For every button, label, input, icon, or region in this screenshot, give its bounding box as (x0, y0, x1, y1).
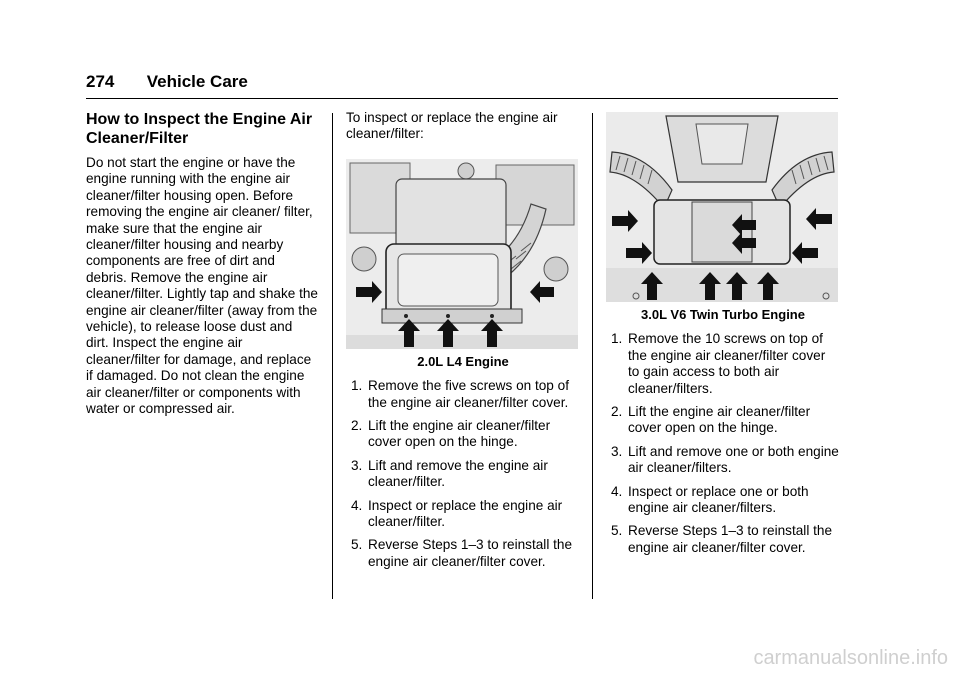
left-column (86, 110, 318, 418)
step-text: Remove the five screws on top of the engine air cleaner/filter cover. (368, 378, 569, 410)
step-number: 5. (351, 537, 363, 553)
engine-l4-drawing (346, 159, 578, 349)
step-text: Inspect or replace one or both engine air cleaner/filters. (628, 483, 809, 516)
column-divider (592, 113, 593, 599)
step-text: Inspect or replace the engine air cleaner/filter. (368, 497, 563, 530)
page-header (86, 72, 248, 92)
figure-caption: 3.0L V6 Twin Turbo Engine (641, 307, 805, 322)
step-text: Reverse Steps 1–3 to reinstall the engine air cleaner/filter cover. (368, 537, 573, 569)
step-text: Lift the engine air cleaner/filter cover open on the hinge. (628, 404, 811, 436)
intro-paragraph: Do not start the engine or have the engine running with the engine air cleaner/filter housing open. Before removing the engine air cleaner/ filter, make sure that the engine air cleaner/filter housing and nearby components are free of dirt and debris. Remove the engine air cleaner/filter. Lightly tap and shake the engine air cleaner/filter (away from the vehicle), to release loose dust and dirt. Inspect the engine air cleaner/filter for damage, and replace if damaged. Do not clean the engine air cleaner/filter or components with water or compressed air. (86, 155, 318, 417)
list-item (606, 444, 840, 477)
step-number: 2. (611, 404, 623, 420)
step-text: Lift and remove the engine air cleaner/filter. (368, 457, 548, 490)
steps-list-l4 (346, 378, 580, 570)
step-number: 3. (351, 457, 363, 473)
list-item (606, 331, 840, 397)
procedure-intro: To inspect or replace the engine air cleaner/filter: (346, 110, 558, 142)
engine-v6-drawing (606, 112, 838, 302)
step-number: 2. (351, 418, 363, 434)
list-item (346, 458, 580, 491)
right-column (606, 110, 840, 563)
step-number: 1. (351, 378, 363, 394)
engine-illustration-v6 (606, 112, 838, 302)
subsection-title: How to Inspect the Engine Air Cleaner/Filter (86, 111, 313, 147)
page-number: 274 (86, 72, 115, 91)
step-text: Remove the 10 screws on top of the engine air cleaner/filter cover to gain access to both air cleaner/filters. (628, 331, 826, 396)
watermark[interactable]: carmanualsonline.info (753, 647, 948, 669)
list-item (346, 378, 580, 411)
step-number: 5. (611, 523, 623, 539)
list-item (346, 418, 580, 451)
step-number: 3. (611, 443, 623, 459)
step-number: 4. (611, 483, 623, 499)
list-item (346, 537, 580, 570)
step-text: Lift and remove one or both engine air cleaner/filters. (628, 443, 839, 476)
figure-caption: 2.0L L4 Engine (417, 353, 509, 369)
step-number: 4. (351, 497, 363, 513)
list-item (606, 484, 840, 517)
step-text: Reverse Steps 1–3 to reinstall the engine air cleaner/filter cover. (628, 523, 833, 555)
engine-illustration-l4 (346, 159, 578, 349)
middle-column (346, 110, 580, 577)
section-title: Vehicle Care (146, 72, 248, 91)
list-item (606, 523, 840, 556)
step-number: 1. (611, 331, 623, 347)
step-text: Lift the engine air cleaner/filter cover open on the hinge. (368, 418, 551, 450)
column-divider (332, 113, 333, 599)
list-item (346, 498, 580, 531)
steps-list-v6 (606, 331, 840, 556)
header-rule (86, 98, 838, 99)
list-item (606, 404, 840, 437)
